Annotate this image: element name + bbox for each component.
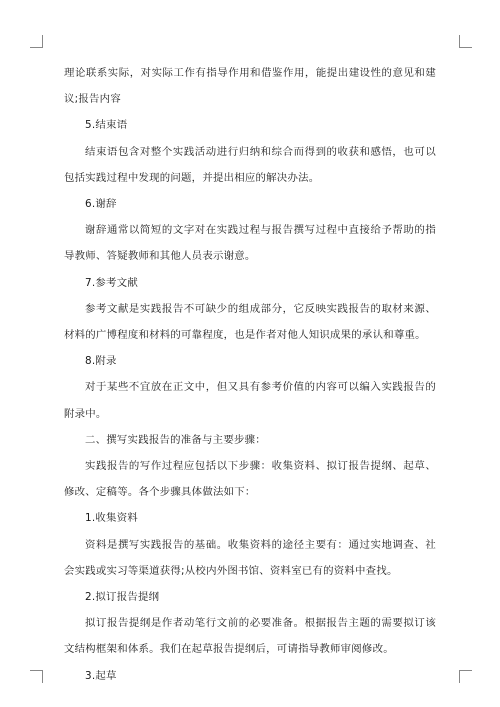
paragraph-collect-materials: 资料是撰写实践报告的基础。收集资料的途径主要有：通过实地调查、社会实践或实习等渠道获得;从校内外图书馆、资料室已有的资料中查找。	[64, 538, 436, 577]
paragraph-continuation: 理论联系实际，对实际工作有指导作用和借鉴作用，能提出建设性的意见和建议;报告内容	[64, 67, 436, 106]
section-heading-acknowledgements: 6.谢辞	[85, 198, 117, 211]
section-heading-preparation-steps: 二、撰写实践报告的准备与主要步骤：	[85, 433, 266, 446]
section-heading-appendix: 8.附录	[85, 355, 117, 368]
crop-mark-top-left	[30, 35, 43, 48]
paragraph-acknowledgements: 谢辞通常以简短的文字对在实践过程与报告撰写过程中直接给予帮助的指导教师、答疑教师和其他人员表示谢意。	[64, 224, 436, 263]
section-heading-collect-materials: 1.收集资料	[85, 512, 138, 525]
paragraph-appendix: 对于某些不宜放在正文中，但又具有参考价值的内容可以编入实践报告的附录中。	[64, 381, 436, 420]
section-heading-conclusion: 5.结束语	[85, 119, 128, 132]
section-heading-drafting: 3.起草	[85, 669, 117, 682]
paragraph-outline: 拟订报告提纲是作者动笔行文前的必要准备。根据报告主题的需要拟订该文结构框架和体系。我们在起草报告提纲后，可请指导教师审阅修改。	[64, 617, 436, 656]
crop-mark-bottom-right	[459, 670, 472, 683]
paragraph-preparation-steps: 实践报告的写作过程应包括以下步骤：收集资料、拟订报告提纲、起草、修改、定稿等。各个步骤具体做法如下：	[64, 460, 436, 499]
paragraph-references: 参考文献是实践报告不可缺少的组成部分，它反映实践报告的取材来源、材料的广博程度和材料的可靠程度，也是作者对他人知识成果的承认和尊重。	[64, 302, 436, 342]
crop-mark-top-right	[459, 35, 472, 48]
paragraph-conclusion: 结束语包含对整个实践活动进行归纳和综合而得到的收获和感悟，也可以包括实践过程中发现的问题，并提出相应的解决办法。	[64, 145, 436, 184]
section-heading-outline: 2.拟订报告提纲	[85, 591, 160, 604]
document-body	[64, 60, 436, 689]
section-heading-references: 7.参考文献	[85, 276, 138, 289]
crop-mark-bottom-left	[30, 670, 43, 683]
